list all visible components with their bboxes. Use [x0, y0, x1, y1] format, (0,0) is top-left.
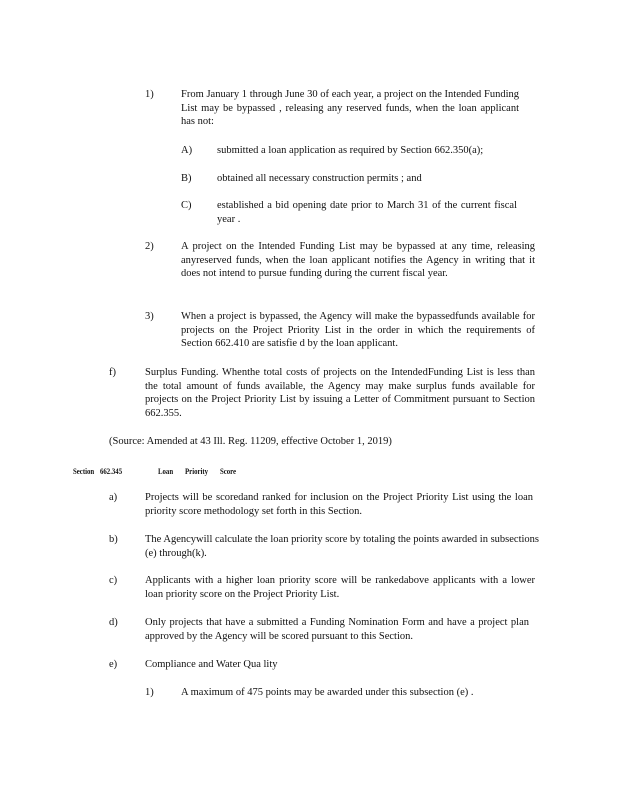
item-number: C)	[181, 200, 192, 211]
item-text: Applicants with a higher loan priority score will be rankedabove applicants with a lower loan priority score on the Project Priority List.	[145, 575, 535, 600]
item-text: Projects will be scoredand ranked for inclusion on the Project Priority List using the loan priority score methodology set forth in this Section.	[145, 492, 533, 517]
item-number: 1)	[145, 687, 154, 698]
item-number: 3)	[145, 311, 154, 322]
item-text: obtained all necessary construction permits ; and	[217, 173, 422, 184]
item-text: A project on the Intended Funding List may be bypassed at any time, releasing anyreserved funds, when the loan applicant notifies the Agency in writing that it does not intend to pursue funding during the current fiscal year.	[181, 241, 535, 279]
item-text: Only projects that have a submitted a Funding Nomination Form and have a project plan approved by the Agency will be scored pursuant to this Section.	[145, 617, 529, 642]
item-text: The Agencywill calculate the loan priority score by totaling the points awarded in subsections (e) through(k).	[145, 534, 539, 559]
section-number: 662.345	[100, 467, 123, 476]
item-number: 1)	[145, 89, 154, 100]
section-heading	[73, 463, 373, 477]
item-number: B)	[181, 173, 192, 184]
item-number: 2)	[145, 241, 154, 252]
item-text: Compliance and Water Qua lity	[145, 659, 278, 670]
item-letter: a)	[109, 492, 118, 503]
item-letter: f)	[109, 367, 116, 378]
item-text: From January 1 through June 30 of each year, a project on the Intended Funding List may be bypassed , releasing any reserved funds, when the loan applicant has not:	[181, 89, 519, 127]
item-letter: b)	[109, 534, 118, 545]
item-text: established a bid opening date prior to March 31 of the current fiscal year .	[217, 200, 517, 225]
section-label: Section	[73, 467, 95, 476]
item-text: A maximum of 475 points may be awarded under this subsection (e) .	[181, 687, 474, 698]
item-text: submitted a loan application as required by Section 662.350(a);	[217, 145, 484, 156]
item-text: Surplus Funding. Whenthe total costs of projects on the IntendedFunding List is less than the total amount of funds available, the Agency may make surplus funds available for projects on the Project Priority List by issuing a Letter of Commitment pursuant to Section 662.355.	[145, 367, 535, 419]
item-text: When a project is bypassed, the Agency will make the bypassedfunds available for projects on the Project Priority List in the order in which the requirements of Section 662.410 are satisfie d by the loan applicant.	[181, 311, 535, 349]
source-note: (Source: Amended at 43 Ill. Reg. 11209, effective October 1, 2019)	[109, 436, 392, 447]
item-letter: e)	[109, 659, 118, 670]
item-letter: c)	[109, 575, 118, 586]
section-title: Loan Priority Score	[158, 467, 237, 476]
item-letter: d)	[109, 617, 118, 628]
item-number: A)	[181, 145, 193, 156]
